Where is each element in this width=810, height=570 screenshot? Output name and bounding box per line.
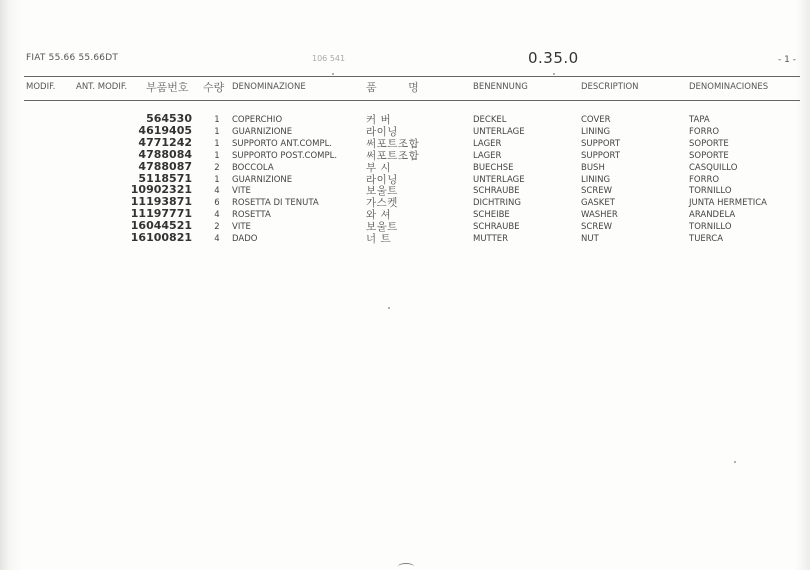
part-number: 4788084 [138,147,192,161]
description-en: SCREW [581,222,613,233]
part-number: 16044521 [130,219,192,233]
quantity: 4 [214,210,220,221]
quantity: 6 [214,198,220,209]
quantity: 1 [214,115,220,125]
name-ko: 써포트조합 [366,137,420,150]
benennung-de: UNTERLAGE [473,126,525,137]
part-number: 564530 [146,112,192,125]
column-header-denominaciones: DENOMINACIONES [689,82,769,92]
part-number: 5118571 [138,171,192,185]
denominazione-it: VITE [232,186,251,197]
scan-speck [388,307,390,309]
description-en: LINING [581,174,611,185]
denominacion-es: CASQUILLO [689,162,738,173]
name-ko: 너 트 [366,233,392,245]
denominacion-es: SOPORTE [689,150,729,161]
denominacion-es: TORNILLO [689,222,732,233]
denominazione-it: GUARNIZIONE [232,126,293,137]
name-ko: 보울트 [366,221,398,234]
quantity: 1 [214,126,220,137]
denominacion-es: TUERCA [689,234,724,244]
name-ko: 보울트 [366,185,398,198]
part-number: 4771242 [138,135,192,149]
part-number: 16100821 [130,231,192,244]
denominazione-it: COPERCHIO [232,115,283,125]
denominacion-es: TAPA [689,115,710,125]
part-number: 4788087 [138,159,192,173]
column-header-modif: MODIF. [26,82,56,92]
header-top-rule [24,76,800,77]
page-number: - 1 - [778,55,796,65]
name-ko: 가스켓 [366,197,398,210]
column-header-part-number: 부품번호 [146,81,189,94]
denominazione-it: GUARNIZIONE [232,174,293,185]
name-ko: 라이닝 [366,125,398,138]
denominazione-it: ROSETTA DI TENUTA [232,198,319,209]
description-en: WASHER [581,210,618,221]
benennung-de: LAGER [473,150,502,161]
description-en: COVER [581,115,611,125]
denominacion-es: ARANDELA [689,210,736,221]
description-en: SUPPORT [581,150,621,161]
model-title: FIAT 55.66 55.66DT [26,53,119,63]
denominacion-es: SOPORTE [689,138,729,149]
description-en: LINING [581,126,611,137]
description-en: BUSH [581,162,605,173]
scan-speck [553,73,555,75]
column-header-benennung: BENENNUNG [473,82,528,92]
quantity: 2 [214,222,220,233]
benennung-de: BUECHSE [473,162,514,173]
column-header-name-ko: 품 명 [366,81,433,94]
denominazione-it: BOCCOLA [232,162,274,173]
quantity: 1 [214,174,220,185]
quantity: 1 [214,150,220,161]
column-header-description: DESCRIPTION [581,82,639,92]
benennung-de: LAGER [473,138,502,149]
scan-left-edge [0,0,22,570]
benennung-de: SCHEIBE [473,210,510,221]
description-en: SUPPORT [581,138,621,149]
quantity: 1 [214,138,220,149]
column-header-qty: 수량 [203,81,225,94]
part-number: 10902321 [130,183,192,197]
part-number: 11197771 [130,207,192,221]
description-en: SCREW [581,186,613,197]
denominazione-it: VITE [232,222,251,233]
quantity: 2 [214,162,220,173]
scan-speck [332,73,334,75]
denominazione-it: SUPPORTO POST.COMPL. [232,150,338,161]
name-ko: 커 버 [366,114,392,126]
benennung-de: UNTERLAGE [473,174,525,185]
name-ko: 써포트조합 [366,149,420,162]
column-header-ant-modif: ANT. MODIF. [76,82,128,92]
header-bottom-rule [24,100,800,101]
benennung-de: SCHRAUBE [473,186,520,197]
benennung-de: DICHTRING [473,198,521,209]
description-en: GASKET [581,198,615,209]
quantity: 4 [214,186,220,197]
description-en: NUT [581,234,599,244]
benennung-de: DECKEL [473,115,507,125]
reference-number: 106 541 [312,54,346,63]
name-ko: 와 셔 [366,209,392,222]
denominacion-es: TORNILLO [689,186,732,197]
scan-right-edge [796,0,810,570]
quantity: 4 [214,234,220,244]
section-number: 0.35.0 [528,49,579,67]
part-number: 4619405 [138,123,192,137]
denominazione-it: DADO [232,234,258,244]
denominacion-es: JUNTA HERMETICA [689,198,767,209]
benennung-de: SCHRAUBE [473,222,520,233]
denominazione-it: SUPPORTO ANT.COMPL. [232,138,333,149]
part-number: 11193871 [130,195,192,209]
column-header-denominazione: DENOMINAZIONE [232,82,306,92]
footer-mark [398,563,414,570]
denominacion-es: FORRO [689,126,720,137]
scan-speck [734,461,736,463]
name-ko: 부 시 [366,161,392,174]
benennung-de: MUTTER [473,234,509,244]
denominazione-it: ROSETTA [232,210,271,221]
denominacion-es: FORRO [689,174,720,185]
name-ko: 라이닝 [366,173,398,186]
